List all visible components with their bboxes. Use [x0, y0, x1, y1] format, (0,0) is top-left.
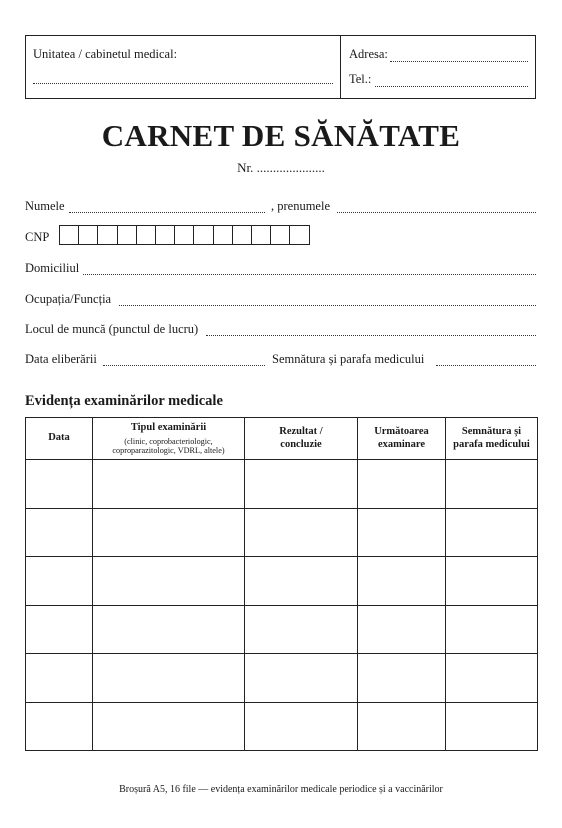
header-box	[25, 35, 536, 99]
cnp-boxes[interactable]	[59, 225, 310, 245]
unit-label: Unitatea / cabinetul medical:	[33, 47, 178, 61]
cnp-digit-box[interactable]	[118, 226, 137, 244]
col-header-type: Tipul examinării (clinic, coprobacteriologic, coproparazitologic, VDRL, altele)	[93, 418, 245, 460]
table-cell[interactable]	[245, 508, 358, 557]
footer-note: Broșură A5, 16 file — evidența examinărilor medicale periodice și a vaccinărilor	[119, 784, 443, 795]
cnp-digit-box[interactable]	[98, 226, 117, 244]
table-cell[interactable]	[93, 460, 245, 509]
workplace-label: Locul de muncă (punctul de lucru)	[25, 322, 199, 336]
table-row	[26, 605, 538, 654]
table-cell[interactable]	[93, 605, 245, 654]
cnp-digit-box[interactable]	[137, 226, 156, 244]
signature-field[interactable]	[436, 365, 536, 366]
table-cell[interactable]	[93, 654, 245, 703]
signature-label: Semnătura și parafa medicului	[272, 352, 425, 366]
table-cell[interactable]	[26, 605, 93, 654]
col-header-date: Data	[26, 418, 93, 460]
unit-field[interactable]	[33, 83, 333, 84]
table-cell[interactable]	[446, 460, 538, 509]
table-cell[interactable]	[446, 557, 538, 606]
table-cell[interactable]	[245, 605, 358, 654]
cnp-digit-box[interactable]	[194, 226, 213, 244]
cnp-digit-box[interactable]	[156, 226, 175, 244]
table-cell[interactable]	[358, 605, 446, 654]
issue-date-field[interactable]	[103, 365, 265, 366]
table-cell[interactable]	[26, 702, 93, 751]
table-cell[interactable]	[93, 702, 245, 751]
table-cell[interactable]	[358, 654, 446, 703]
address-label: Adresa:	[349, 47, 388, 61]
header-divider	[340, 35, 341, 99]
table-cell[interactable]	[245, 702, 358, 751]
cnp-digit-box[interactable]	[252, 226, 271, 244]
cnp-digit-box[interactable]	[233, 226, 252, 244]
table-cell[interactable]	[446, 605, 538, 654]
occupation-label: Ocupația/Funcția	[25, 292, 112, 306]
number-field[interactable]: Nr. .....................	[237, 160, 325, 175]
last-name-field[interactable]	[69, 212, 265, 213]
table-cell[interactable]	[245, 654, 358, 703]
table-cell[interactable]	[26, 557, 93, 606]
issue-date-label: Data eliberării	[25, 352, 97, 366]
phone-label: Tel.:	[349, 72, 372, 86]
table-cell[interactable]	[26, 508, 93, 557]
cnp-label: CNP	[25, 230, 50, 244]
cnp-digit-box[interactable]	[271, 226, 290, 244]
col-header-next: Următoarea examinare	[358, 418, 446, 460]
occupation-field[interactable]	[119, 305, 536, 306]
table-cell[interactable]	[446, 702, 538, 751]
cnp-digit-box[interactable]	[79, 226, 98, 244]
section-title: Evidența examinărilor medicale	[25, 393, 223, 409]
table-cell[interactable]	[26, 460, 93, 509]
workplace-field[interactable]	[206, 335, 536, 336]
cnp-digit-box[interactable]	[175, 226, 194, 244]
table-row	[26, 654, 538, 703]
table-row	[26, 508, 538, 557]
table-cell[interactable]	[26, 654, 93, 703]
col-header-type-sub: (clinic, coprobacteriologic, coproparazitologic, VDRL, altele)	[112, 436, 225, 456]
table-cell[interactable]	[446, 654, 538, 703]
table-cell[interactable]	[358, 702, 446, 751]
table-cell[interactable]	[358, 557, 446, 606]
table-cell[interactable]	[245, 460, 358, 509]
table-row	[26, 702, 538, 751]
table-cell[interactable]	[93, 557, 245, 606]
table-header-row	[26, 418, 538, 460]
table-row	[26, 557, 538, 606]
exam-table	[25, 417, 538, 751]
page-title: CARNET DE SĂNĂTATE	[101, 118, 461, 153]
cnp-digit-box[interactable]	[60, 226, 79, 244]
domicile-field[interactable]	[83, 274, 536, 275]
domicile-label: Domiciliul	[25, 261, 80, 275]
cnp-digit-box[interactable]	[214, 226, 233, 244]
table-cell[interactable]	[245, 557, 358, 606]
table-cell[interactable]	[446, 508, 538, 557]
col-header-result: Rezultat / concluzie	[245, 418, 358, 460]
table-row	[26, 460, 538, 509]
col-header-signature: Semnătura și parafa medicului	[446, 418, 538, 460]
table-cell[interactable]	[358, 460, 446, 509]
cnp-digit-box[interactable]	[290, 226, 309, 244]
first-name-field[interactable]	[337, 212, 536, 213]
last-name-label: Numele	[25, 199, 65, 213]
phone-field[interactable]	[375, 86, 528, 87]
address-field[interactable]	[390, 61, 528, 62]
table-cell[interactable]	[93, 508, 245, 557]
first-name-label: , prenumele	[271, 199, 331, 213]
table-cell[interactable]	[358, 508, 446, 557]
